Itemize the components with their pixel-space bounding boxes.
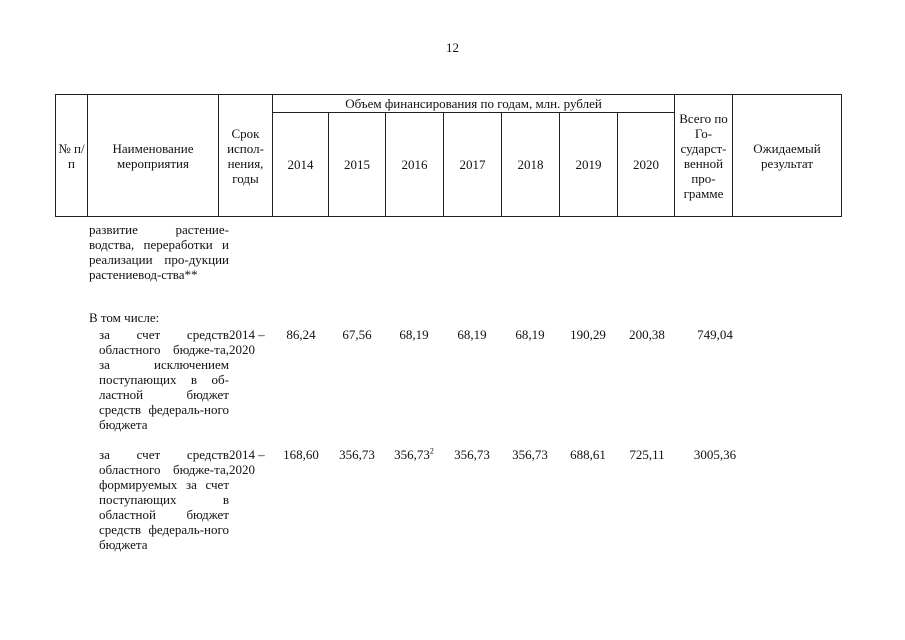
header-col-result: Ожидаемый результат [733, 95, 842, 217]
header-col-no: № п/п [56, 95, 88, 217]
row-2-value-2014: 168,60 [283, 447, 319, 462]
page-number: 12 [446, 40, 459, 55]
row-2-value-2020: 725,11 [629, 447, 665, 462]
row-1-value-2018: 68,19 [515, 327, 545, 342]
including-label: В том числе: [89, 310, 160, 325]
row-2-value-2017: 356,73 [454, 447, 490, 462]
header-year: 2020 [618, 113, 675, 217]
header-col-name: Наименование мероприятия [88, 95, 219, 217]
header-year: 2018 [502, 113, 560, 217]
row-1-total: 749,04 [697, 327, 733, 342]
row-1-value-2019: 190,29 [570, 327, 606, 342]
header-col-funding: Объем финансирования по годам, млн. рублей [273, 95, 675, 113]
row-2-name: за счет средств областного бюдже-та, формируемых за счет поступающих в областной бюджет средств федераль-ного бюджета [99, 447, 229, 552]
table-header [55, 94, 842, 217]
header-year: 2015 [329, 113, 386, 217]
row-2-value-2019: 688,61 [570, 447, 606, 462]
header-col-total: Всего по Го-сударст-венной про-грамме [675, 95, 733, 217]
row-1-value-2014: 86,24 [286, 327, 316, 342]
header-year: 2017 [444, 113, 502, 217]
footnote-mark: 2 [429, 446, 434, 456]
row-2-total: 3005,36 [693, 447, 737, 462]
header-year: 2016 [386, 113, 444, 217]
row-2-value-2016 [385, 447, 443, 463]
row-1-term: 2014 – 2020 [229, 327, 265, 357]
row-2-value-2018: 356,73 [512, 447, 548, 462]
row-1-name: за счет средств областного бюдже-та, за исключением поступающих в об-ластной бюджет средств федераль-ного бюджета [99, 327, 229, 432]
row-2-value-2015: 356,73 [339, 447, 375, 462]
row-1-value-2015: 67,56 [342, 327, 372, 342]
row-1-value-2017: 68,19 [457, 327, 487, 342]
row-2-value-2016-number: 356,73 [394, 447, 430, 462]
continuation-text: развитие растение-водства, переработки и реализации про-дукции растениевод-ства** [89, 222, 229, 282]
row-2-term: 2014 – 2020 [229, 447, 265, 477]
row-1-value-2020: 200,38 [629, 327, 665, 342]
header-col-term: Срок испол-нения, годы [219, 95, 273, 217]
row-1-value-2016: 68,19 [399, 327, 429, 342]
header-year: 2019 [560, 113, 618, 217]
header-year: 2014 [273, 113, 329, 217]
